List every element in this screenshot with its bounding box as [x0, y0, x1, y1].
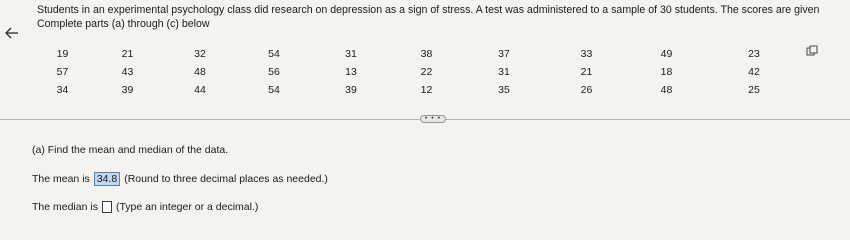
table-cell: 18 — [660, 66, 673, 78]
table-cell: 57 — [56, 66, 69, 78]
expand-more-button[interactable]: • • • — [420, 115, 446, 123]
mean-hint: (Round to three decimal places as needed.) — [124, 173, 328, 185]
table-cell: 56 — [268, 66, 280, 78]
median-answer-input[interactable] — [102, 201, 112, 213]
table-cell: 21 — [580, 66, 593, 78]
table-cell: 31 — [345, 48, 357, 60]
back-arrow-icon[interactable] — [4, 25, 20, 41]
table-cell: 54 — [268, 84, 280, 96]
table-row — [40, 81, 809, 99]
table-cell: 19 — [56, 48, 69, 60]
table-cell: 44 — [194, 84, 206, 96]
table-cell: 42 — [748, 66, 760, 78]
table-cell: 43 — [121, 66, 134, 78]
table-cell: 21 — [121, 48, 134, 60]
median-answer-row — [32, 201, 258, 213]
table-cell: 49 — [660, 48, 673, 60]
part-a-question: (a) Find the mean and median of the data. — [32, 144, 229, 156]
table-cell: 26 — [580, 84, 593, 96]
table-cell: 33 — [580, 48, 593, 60]
table-row — [40, 45, 809, 63]
problem-text: Students in an experimental psychology class did research on depression as a sign of stress. A test was administered to a sample of 30 students. The scores are given — [37, 4, 820, 16]
table-cell: 48 — [660, 84, 673, 96]
table-cell: 48 — [194, 66, 206, 78]
mean-answer-field[interactable]: 34.8 — [94, 172, 120, 186]
mean-prefix: The mean is — [32, 173, 90, 185]
copy-data-icon[interactable] — [806, 45, 818, 57]
table-cell: 34 — [56, 84, 69, 96]
table-cell: 25 — [748, 84, 760, 96]
median-hint: (Type an integer or a decimal.) — [115, 201, 259, 213]
table-cell: 23 — [748, 48, 760, 60]
table-cell: 39 — [121, 84, 134, 96]
instructions-text: Complete parts (a) through (c) below — [37, 17, 210, 30]
table-cell: 54 — [268, 48, 280, 60]
table-row — [40, 63, 809, 81]
median-prefix: The median is — [32, 201, 98, 213]
table-cell: 12 — [420, 84, 433, 96]
table-cell: 38 — [420, 48, 433, 60]
table-cell: 31 — [498, 66, 510, 78]
table-cell: 35 — [498, 84, 510, 96]
table-cell: 22 — [420, 66, 433, 78]
problem-statement — [37, 4, 847, 31]
scores-table — [40, 45, 809, 99]
table-cell: 39 — [345, 84, 357, 96]
table-cell: 32 — [194, 48, 206, 60]
table-cell: 37 — [498, 48, 510, 60]
table-cell: 13 — [345, 66, 357, 78]
mean-answer-row — [32, 172, 328, 186]
